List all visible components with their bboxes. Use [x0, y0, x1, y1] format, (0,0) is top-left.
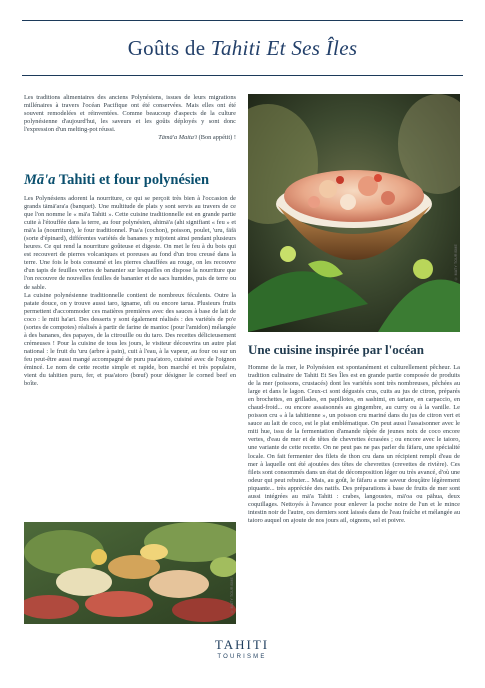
section2-paragraph: Homme de la mer, le Polynésien est spontanément et culturellement pêcheur. La tradition culinaire de Tahiti Et Ses Îles est en grande partie composée de produits de la mer (poissons, crustacés) dont les variétés sont très nombreuses, pêchées au large et dans le lagon. Ceux-ci sont dégustés crus, cuits au jus de citron, préparés en brochettes, en grillades, en papillotes, en sashimi, en tartare, en carpaccio, en chaud-froid... ou encore assaisonnés au gingembre, au curry ou à la vanille. Le poisson cru « à la tahitienne », un poisson cru mariné dans du jus de citron vert et sauce au lait de coco, est le plat emblématique. On peut aussi l'assaisonner avec le miti hue, issu de la fermentation d'amande râpée de jeunes noix de coco encore vertes, d'eau de mer et de têtes de chevrettes écrasées ; ou encore avec le taioro, une variante de cette recette. On ne peut pas ne pas parler du fāfaru, une spécialité locale. On fait fermenter des filets de thon cru dans un récipient rempli d'eau de mer à laquelle ont été ajoutées des têtes de chevrettes (crevettes de rivière). Ces filets sont consommés dans un état de décomposition léger ou très avancé, d'où une odeur qui peut rebuter... Mais, au goût, le fāfaru a une saveur douçâtre légèrement piquante... très appréciée des natifs. Des préparations à base de fruits de mer sont aussi intégrées au mā'a Tahiti : crabes, langoustes, mā'oa ou pāhua, deux coquillages. Nettoyés à l'avance pour enlever la poche noire de l'un et le mince intestin noir de l'autre, ces derniers sont laissés dans de l'eau fraîche et mélangée au taioro auquel on ajoute de nos jours ail, oignons, sel et poivre. [248, 364, 460, 524]
intro-paragraph: Les traditions alimentaires des anciens Polynésiens, issues de leurs migrations millénaires à travers l'océan Pacifique ont été conservées. Mais elles ont été souvent remodelées et réinventées. Comme beaucoup d'aspects de la culture polynésienne d'aujourd'hui, les saveurs et les goûts déployés y sont donc l'expression d'un melting-pot réussi. [24, 94, 236, 134]
photo-credit-food: © MATY TOURISME [230, 577, 234, 614]
section1-heading-rest: Tahiti et four polynésien [55, 172, 210, 188]
coconut-poisson-cru-photo [248, 94, 460, 332]
signoff-italic: Tāmā'a Maita'i [158, 134, 198, 142]
logo-sub-text: TOURISME [217, 654, 267, 660]
section-maa-tahiti [24, 172, 236, 388]
section1-paragraph2: La cuisine polynésienne traditionnelle contient de nombreux féculents. Outre la patate douce, on y trouve aussi taro, igname, ufi ou encore tarua. Plusieurs fruits permettent d'accommoder ces matières premières avec des sauces à base de lait de coco : le miti ha'ari. Des desserts y sont également réalisés : des variétés de po'e (sortes de compotes) réalisés à partir de farine de manioc (pour l'amidon) mélangée à des bananes, des papayes, de la citrouille ou du taro. Des recettes délicieusement crémeuses ! Pour la cuisine de tous les jours, le visiteur découvrira un autre plat national : le fruit du 'uru (arbre à pain), cuit à l'eau, à la vapeur, au four ou sur un feu peut-être aussi mangé accompagné de puru pua'atoro, cuisiné avec de l'oignon émincé. Le nom de cette recette simple et rapide, bon marché et très populaire, vient du tahitien puru, fer, et pua'atoro (bœuf) pour désigner le corned beef en boîte. [24, 291, 236, 388]
title-italic: Tahiti Et Ses Îles [210, 35, 358, 60]
page-title [22, 20, 463, 76]
logo-main-text: TAHITI [214, 637, 270, 652]
food-photo-illustration [24, 522, 236, 624]
section1-heading [24, 172, 236, 188]
intro-signoff [24, 134, 236, 142]
section1-heading-italic: Mā'a [24, 172, 56, 188]
signoff-rest: (Bon appétit) ! [197, 134, 236, 142]
intro-block [24, 94, 236, 142]
polynesian-food-photo [24, 522, 236, 624]
tahiti-tourisme-logo [196, 638, 288, 660]
section2-heading: Une cuisine inspirée par l'océan [248, 342, 424, 357]
title-prefix: Goûts de [127, 35, 206, 60]
coconut-photo-illustration [248, 94, 460, 332]
section-ocean-cuisine [248, 342, 460, 525]
photo-credit-coconut: © MATY TOURISME [454, 244, 458, 281]
section1-paragraph1: Les Polynésiens adorent la nourriture, ce qui se perçoit très bien à l'occasion de grands tāmā'ara'a (banquet). Une multitude de plats y sont servis au travers de ce que l'on nomme le « mā'a Tahiti ». Cette cuisine traditionnelle est en grande partie cuite à l'étouffée dans la terre, au four polynésien, ahimā'a (ahi signifiant « feu » et mā'a la (nourriture), le four traditionnel. Pua'a (cochon), poisson, poulet, 'uru, fāfā (sorte d'épinard), différentes variétés de bananes y mijotent ainsi pendant plusieurs heures. Ce qui rend la nourriture goûteuse et digeste. On met le feu à du bois qui est recouvert de pierres volcaniques et poreuses au fond d'un trou creusé dans la terre. Une fois le bois consumé et les pierres chauffées au rouge, on les recouvre d'un tapis de feuilles vertes de bananier sur lesquelles on dispose la nourriture que l'on recouvre de nouvelles feuilles de bananier et de sacs humides, puis de terre ou de sable. [24, 195, 236, 291]
